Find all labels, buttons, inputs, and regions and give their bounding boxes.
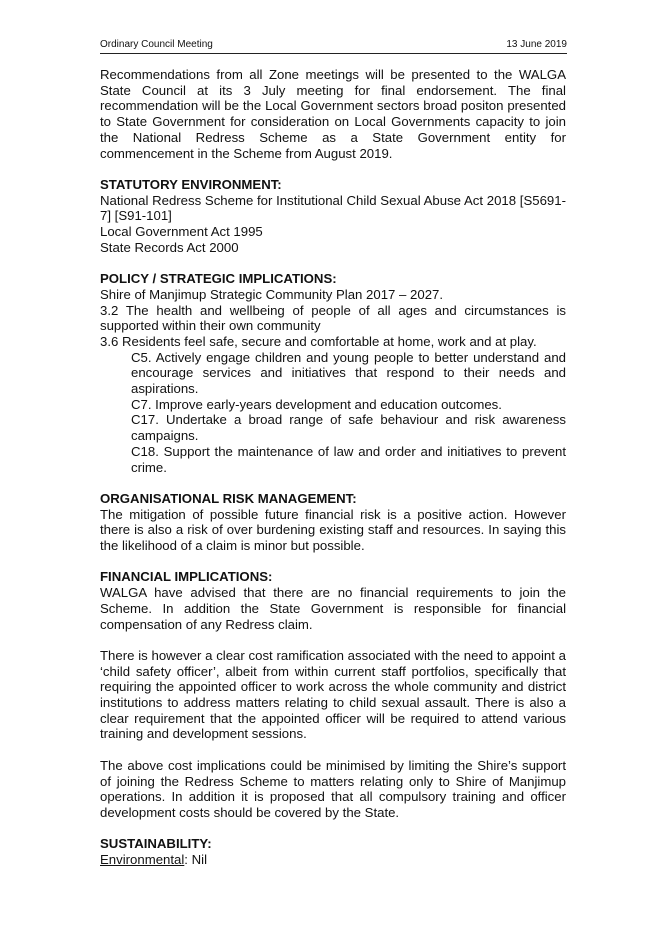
policy-heading: POLICY / STRATEGIC IMPLICATIONS: (100, 271, 337, 287)
financial-section (100, 569, 566, 820)
sustainability-heading: SUSTAINABILITY: (100, 836, 212, 852)
policy-sub-item: C17. Undertake a broad range of safe behaviour and risk awareness campaigns. (131, 412, 566, 444)
risk-section (100, 491, 566, 554)
statutory-line: Local Government Act 1995 (100, 224, 263, 240)
header-meeting-title: Ordinary Council Meeting (100, 39, 213, 50)
policy-item-3-2: 3.2 The health and wellbeing of people of all ages and circumstances is supported within their own community (100, 302, 566, 334)
risk-text: The mitigation of possible future financial risk is a positive action. However there is also a risk of over burdening existing staff and resources. In saying this the likelihood of a claim is minor but possible. (100, 506, 566, 554)
statutory-line: State Records Act 2000 (100, 239, 239, 255)
risk-heading: ORGANISATIONAL RISK MANAGEMENT: (100, 490, 357, 506)
policy-sub-item: C7. Improve early-years development and education outcomes. (131, 396, 502, 412)
intro-paragraph: Recommendations from all Zone meetings will be presented to the WALGA State Council at its 3 July meeting for final endorsement. The final recommendation will be the Local Government sectors broad positon presented to State Government for consideration on Local Governments capacity to join the National Redress Scheme as a State Government entity for commencement in the Scheme from August 2019. (100, 67, 566, 161)
financial-paragraph: WALGA have advised that there are no financial requirements to join the Scheme. In addition the State Government is responsible for financial compensation of any Redress claim. (100, 585, 566, 632)
environmental-label: Environmental (100, 852, 185, 868)
environmental-value: : Nil (184, 852, 208, 868)
sustainability-environmental (100, 852, 566, 868)
policy-item-3-6: 3.6 Residents feel safe, secure and comfortable at home, work and at play. (100, 333, 537, 349)
policy-plan: Shire of Manjimup Strategic Community Plan 2017 – 2027. (100, 286, 444, 302)
statutory-line: National Redress Scheme for Institutional Child Sexual Abuse Act 2018 [S5691-7] [S91-101] (100, 192, 566, 224)
financial-paragraph: There is however a clear cost ramification associated with the need to appoint a ‘child safety officer’, albeit from within current staff portfolios, specifically that requiring the appointed officer to work across the whole community and district institutions to address matters relating to child sexual assault. There is also a clear requirement that the appointed officer will be required to attend various training and development sessions. (100, 647, 566, 742)
sustainability-section (100, 836, 566, 867)
header-date: 13 June 2019 (506, 39, 567, 50)
document-body (100, 67, 566, 868)
policy-section (100, 271, 566, 475)
policy-sub-item: C18. Support the maintenance of law and order and initiatives to prevent crime. (131, 443, 566, 475)
financial-heading: FINANCIAL IMPLICATIONS: (100, 569, 273, 585)
policy-sub-item: C5. Actively engage children and young people to better understand and encourage services and initiatives that respond to their needs and aspirations. (131, 349, 566, 397)
statutory-section (100, 177, 566, 256)
page-header (100, 38, 567, 54)
financial-paragraph: The above cost implications could be minimised by limiting the Shire’s support of joining the Redress Scheme to matters relating only to Shire of Manjimup operations. In addition it is proposed that all compulsory training and officer development costs should be covered by the State. (100, 757, 566, 820)
statutory-heading: STATUTORY ENVIRONMENT: (100, 176, 282, 192)
